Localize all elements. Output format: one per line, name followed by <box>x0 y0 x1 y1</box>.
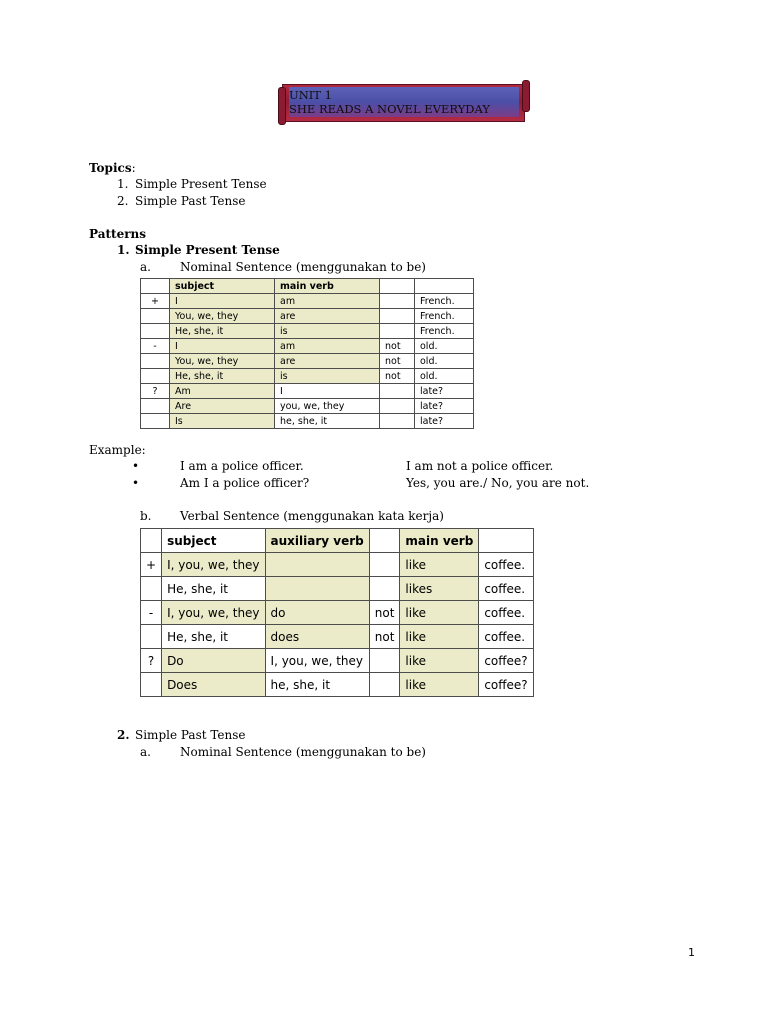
table-row <box>141 577 534 601</box>
table-cell: late? <box>415 414 474 429</box>
table-cell: you, we, they <box>275 399 380 414</box>
table-cell: coffee? <box>479 649 533 673</box>
table-row <box>141 625 534 649</box>
table-cell: I, you, we, they <box>162 553 265 577</box>
sign-cell <box>141 324 170 339</box>
sign-cell <box>141 577 162 601</box>
table-header-cell: auxiliary verb <box>265 529 369 553</box>
sign-cell: - <box>141 601 162 625</box>
scroll-left-roll <box>278 87 286 125</box>
table-cell: Is <box>170 414 275 429</box>
table-cell: I, you, we, they <box>162 601 265 625</box>
table-header-cell: main verb <box>400 529 479 553</box>
table-cell <box>380 309 415 324</box>
example-sentence: I am a police officer. <box>180 459 304 473</box>
table-cell <box>380 399 415 414</box>
table-cell: coffee. <box>479 601 533 625</box>
table-row <box>141 601 534 625</box>
table-cell: not <box>369 625 400 649</box>
table-cell: not <box>380 369 415 384</box>
table-row <box>141 384 474 399</box>
table-row <box>141 649 534 673</box>
table-cell <box>369 553 400 577</box>
patterns-heading: Patterns <box>89 227 146 241</box>
table-header-cell <box>369 529 400 553</box>
table-cell: Do <box>162 649 265 673</box>
table-row <box>141 354 474 369</box>
section-number: 1. <box>117 243 130 257</box>
table-cell: French. <box>415 309 474 324</box>
table-cell: You, we, they <box>170 309 275 324</box>
sign-cell: ? <box>141 384 170 399</box>
table-cell: do <box>265 601 369 625</box>
sign-cell: + <box>141 294 170 309</box>
verbal-sentence-table <box>140 528 534 697</box>
table-cell: are <box>275 309 380 324</box>
subsection-title: Verbal Sentence (menggunakan kata kerja) <box>180 509 444 523</box>
sign-cell: - <box>141 339 170 354</box>
table-cell: coffee. <box>479 553 533 577</box>
example-label: Example: <box>89 443 146 457</box>
table-row <box>141 673 534 697</box>
table-header-row <box>141 529 534 553</box>
table-cell <box>369 649 400 673</box>
sign-cell <box>141 309 170 324</box>
unit-number: UNIT 1 <box>289 88 332 102</box>
table-row <box>141 399 474 414</box>
table-cell <box>380 294 415 309</box>
table-cell <box>380 324 415 339</box>
topic-item-text: Simple Present Tense <box>135 177 267 191</box>
subsection-letter: a. <box>140 745 151 759</box>
table-cell: he, she, it <box>265 673 369 697</box>
table-header-cell <box>141 529 162 553</box>
sign-cell <box>141 625 162 649</box>
table-cell: like <box>400 649 479 673</box>
table-cell: like <box>400 673 479 697</box>
sign-cell: + <box>141 553 162 577</box>
table-cell: late? <box>415 384 474 399</box>
sign-cell <box>141 399 170 414</box>
section-title: Simple Present Tense <box>135 243 280 257</box>
table-header-cell <box>479 529 533 553</box>
table-row <box>141 324 474 339</box>
table-cell: He, she, it <box>170 369 275 384</box>
table-cell: coffee? <box>479 673 533 697</box>
table-cell <box>380 414 415 429</box>
nominal-sentence-table <box>140 278 474 429</box>
table-cell: Are <box>170 399 275 414</box>
table-row <box>141 369 474 384</box>
subsection-letter: b. <box>140 509 152 523</box>
scroll-right-roll <box>522 80 530 112</box>
table-cell: not <box>369 601 400 625</box>
table-row <box>141 553 534 577</box>
topic-item: 2. <box>117 194 129 208</box>
table-cell: old. <box>415 369 474 384</box>
unit-title: SHE READS A NOVEL EVERYDAY <box>289 102 490 116</box>
table-cell: is <box>275 369 380 384</box>
sign-cell <box>141 673 162 697</box>
sign-cell: ? <box>141 649 162 673</box>
table-header-cell <box>415 279 474 294</box>
bullet-icon: • <box>132 476 140 490</box>
table-cell: He, she, it <box>162 577 265 601</box>
example-sentence: I am not a police officer. <box>406 459 554 473</box>
table-cell: does <box>265 625 369 649</box>
subsection-title: Nominal Sentence (menggunakan to be) <box>180 260 426 274</box>
table-header-cell <box>141 279 170 294</box>
subsection-letter: a. <box>140 260 151 274</box>
table-cell: I, you, we, they <box>265 649 369 673</box>
table-row <box>141 309 474 324</box>
table-cell: late? <box>415 399 474 414</box>
table-header-cell: subject <box>162 529 265 553</box>
topic-item: 1. <box>117 177 129 191</box>
section-number: 2. <box>117 728 130 742</box>
example-sentence: Am I a police officer? <box>180 476 310 490</box>
table-cell: Am <box>170 384 275 399</box>
table-cell: French. <box>415 294 474 309</box>
table-cell <box>369 673 400 697</box>
table-cell: coffee. <box>479 625 533 649</box>
table-row <box>141 294 474 309</box>
bullet-icon: • <box>132 459 140 473</box>
page-number: 1 <box>688 946 695 959</box>
table-cell: are <box>275 354 380 369</box>
table-cell: am <box>275 294 380 309</box>
section-title: Simple Past Tense <box>135 728 246 742</box>
topics-heading: Topics: <box>89 161 136 175</box>
table-row <box>141 414 474 429</box>
table-cell <box>265 577 369 601</box>
table-header-cell: subject <box>170 279 275 294</box>
table-cell: Does <box>162 673 265 697</box>
table-cell: coffee. <box>479 577 533 601</box>
table-cell: not <box>380 339 415 354</box>
table-cell: like <box>400 625 479 649</box>
table-cell: like <box>400 553 479 577</box>
topic-item-text: Simple Past Tense <box>135 194 246 208</box>
table-cell: old. <box>415 354 474 369</box>
table-cell <box>265 553 369 577</box>
table-cell <box>369 577 400 601</box>
table-cell: he, she, it <box>275 414 380 429</box>
table-cell: like <box>400 601 479 625</box>
table-cell: is <box>275 324 380 339</box>
table-header-cell <box>380 279 415 294</box>
table-cell: not <box>380 354 415 369</box>
table-cell: He, she, it <box>162 625 265 649</box>
subsection-title: Nominal Sentence (menggunakan to be) <box>180 745 426 759</box>
table-cell: He, she, it <box>170 324 275 339</box>
table-cell: You, we, they <box>170 354 275 369</box>
table-cell: old. <box>415 339 474 354</box>
table-cell <box>380 384 415 399</box>
unit-title-banner <box>282 84 525 122</box>
table-cell: I <box>275 384 380 399</box>
table-header-row <box>141 279 474 294</box>
table-cell: I <box>170 294 275 309</box>
table-cell: French. <box>415 324 474 339</box>
table-cell: am <box>275 339 380 354</box>
table-header-cell: main verb <box>275 279 380 294</box>
example-sentence: Yes, you are./ No, you are not. <box>406 476 590 490</box>
table-cell: likes <box>400 577 479 601</box>
sign-cell <box>141 354 170 369</box>
sign-cell <box>141 414 170 429</box>
sign-cell <box>141 369 170 384</box>
table-cell: I <box>170 339 275 354</box>
table-row <box>141 339 474 354</box>
